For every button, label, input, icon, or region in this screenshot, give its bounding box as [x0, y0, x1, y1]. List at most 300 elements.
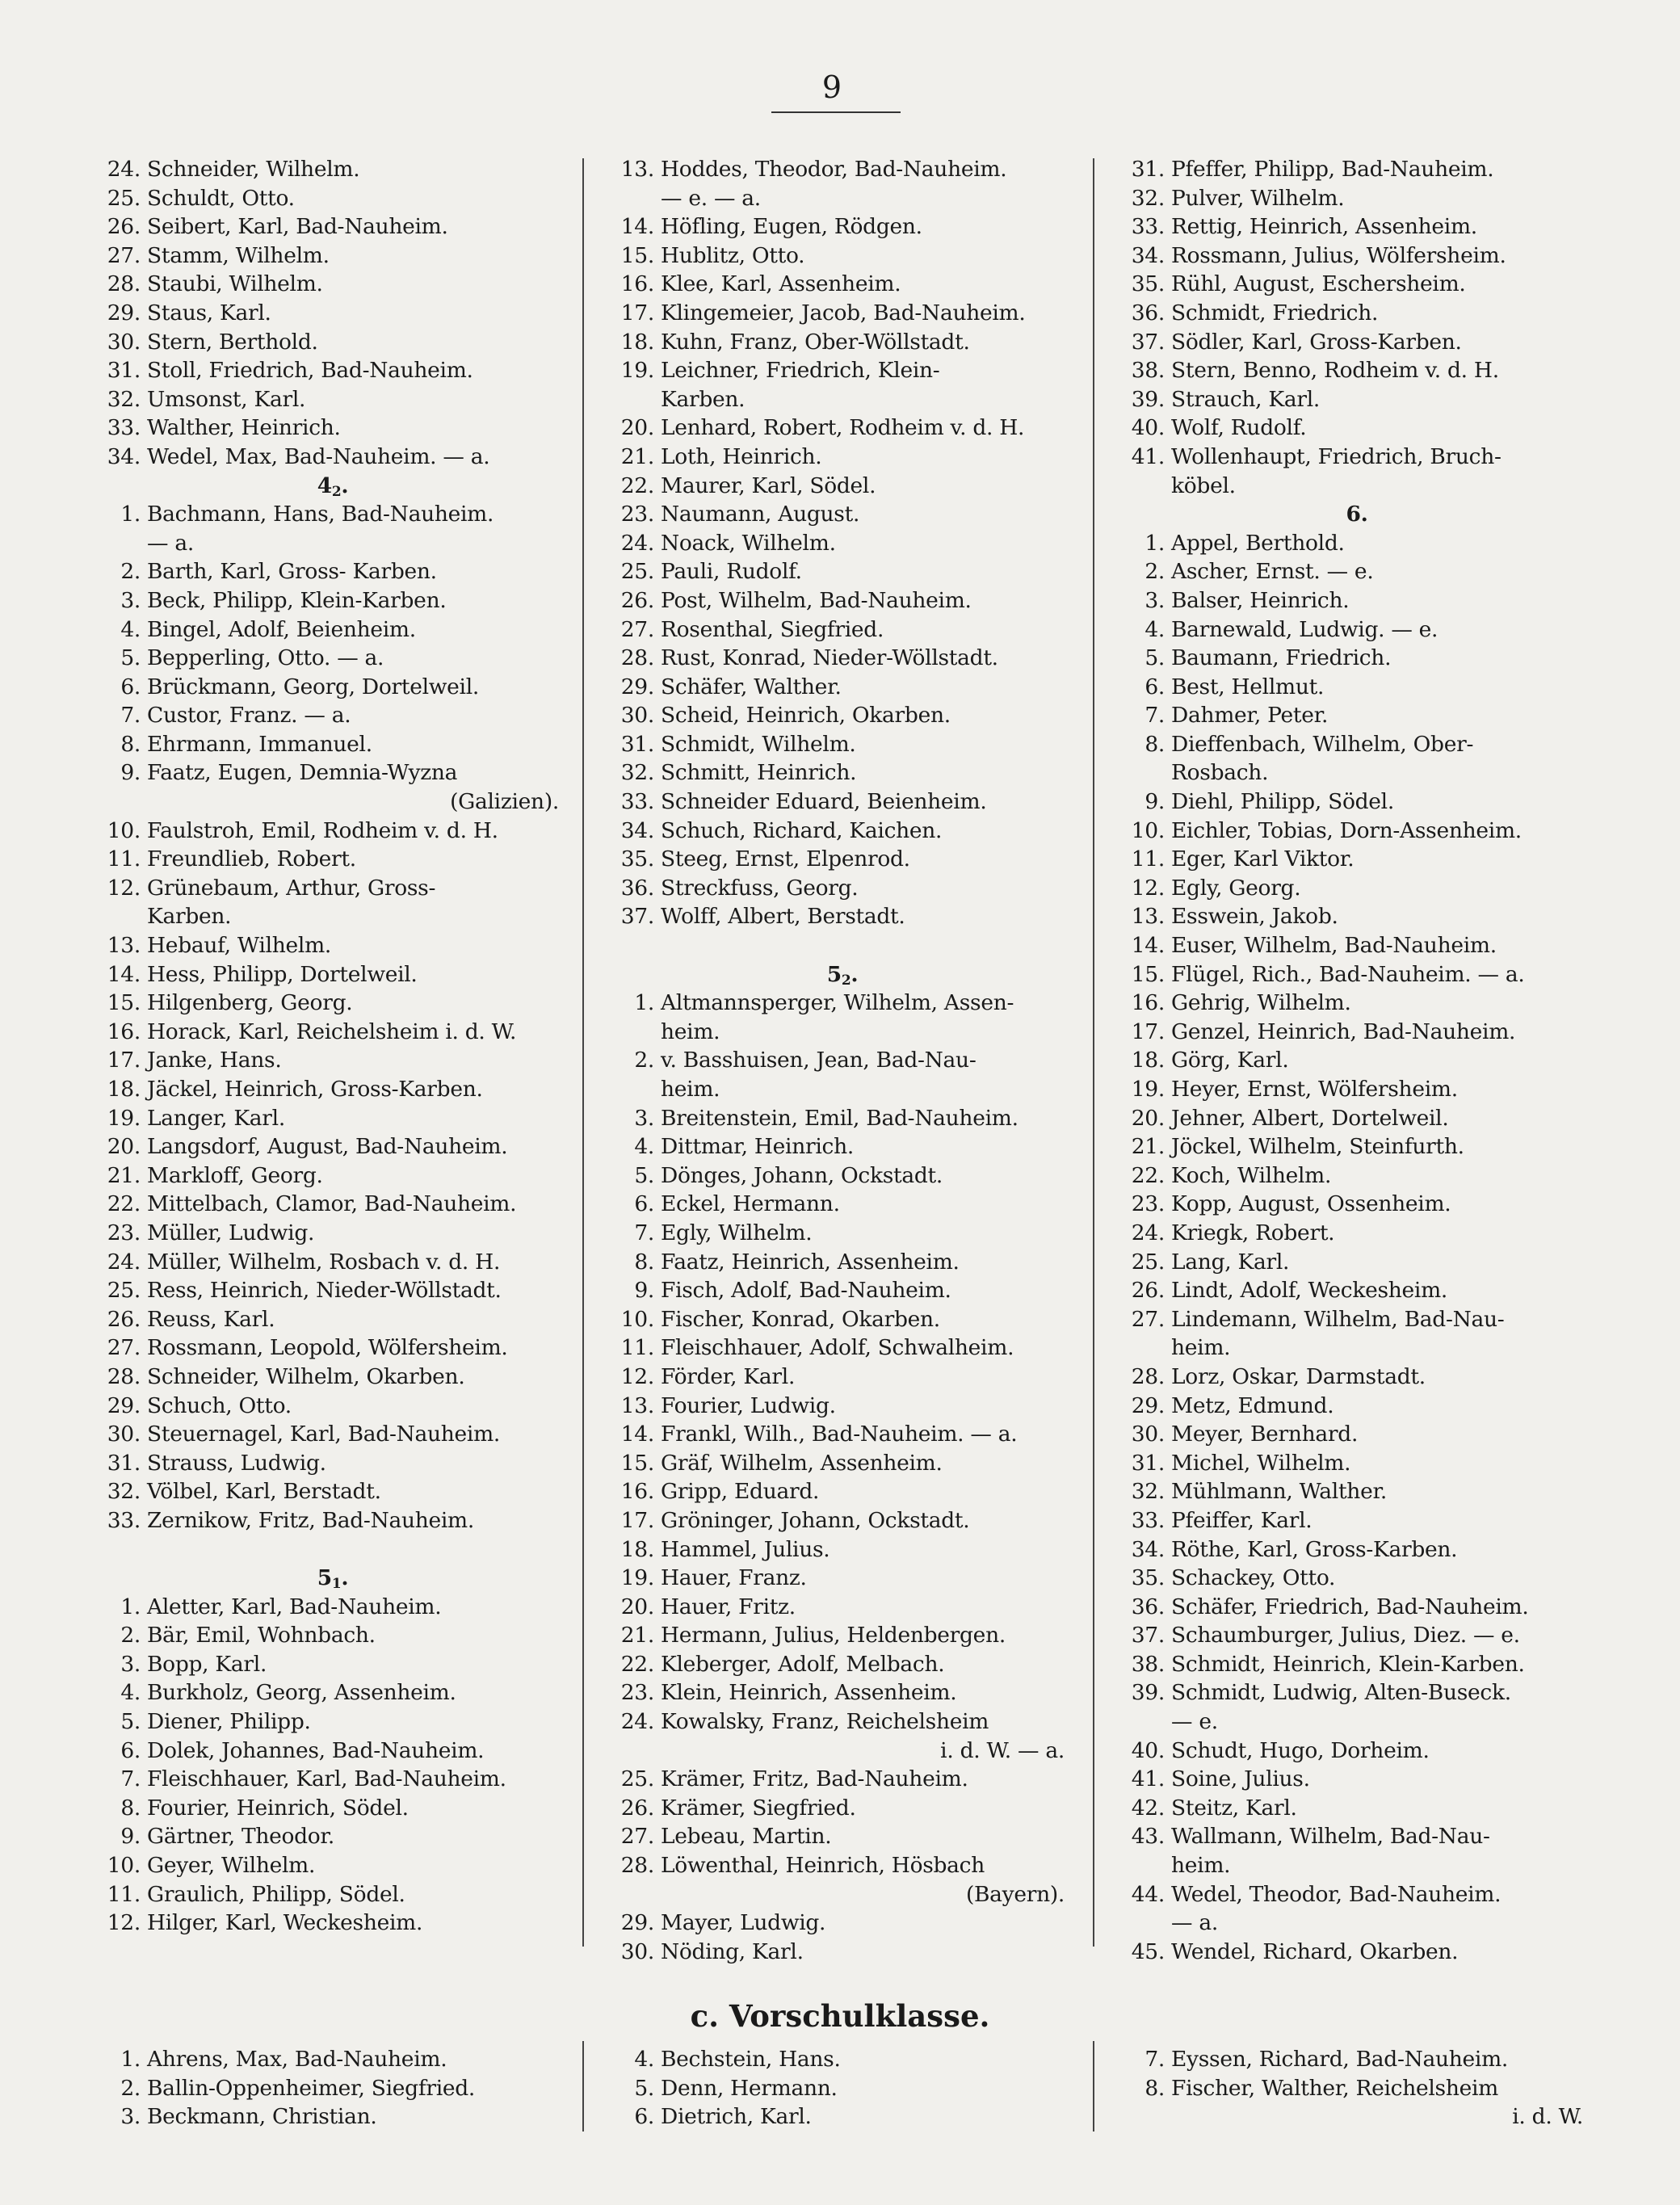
list-item	[99, 1737, 567, 1766]
list-item	[1123, 1420, 1591, 1449]
entry-number: 27.	[107, 1335, 141, 1361]
entry-name: Wedel, Theodor, Bad-Nauheim.	[1171, 1881, 1502, 1907]
entry-number: 33.	[1131, 1507, 1165, 1533]
list-item	[99, 1305, 567, 1334]
list-item	[99, 212, 567, 242]
entry-number: 22.	[107, 1191, 141, 1217]
entry-number: 9.	[120, 1824, 141, 1850]
entry-number: 20.	[620, 415, 654, 441]
entry-number: 24.	[620, 1709, 654, 1735]
entry-name: Langer, Karl.	[147, 1105, 285, 1131]
entry-number: 22.	[1131, 1162, 1165, 1188]
list-item	[1123, 1678, 1591, 1707]
entry-name: Pauli, Rudolf.	[661, 559, 802, 585]
entry-number: 3.	[634, 1105, 654, 1131]
list-item	[99, 644, 567, 673]
entry-name: Umsonst, Karl.	[147, 386, 306, 412]
student-list-column-1	[99, 155, 567, 1938]
list-item	[99, 1794, 567, 1823]
entry-name: Löwenthal, Heinrich, Hösbach	[661, 1853, 985, 1879]
list-item	[99, 500, 567, 529]
list-item	[99, 1420, 567, 1449]
entry-continuation: Karben.	[147, 904, 232, 930]
entry-number: 16.	[107, 1018, 141, 1044]
entry-name: v. Basshuisen, Jean, Bad-Nau-	[661, 1048, 976, 1073]
entry-number: 30.	[107, 1422, 141, 1447]
list-item	[1123, 701, 1591, 730]
entry-number: 11.	[107, 846, 141, 872]
entry-name: Jehner, Albert, Dortelweil.	[1171, 1105, 1449, 1131]
entry-name: Markloff, Georg.	[147, 1162, 323, 1188]
list-item	[612, 472, 1073, 501]
entry-number: 8.	[1144, 2075, 1165, 2101]
entry-number: 36.	[1131, 300, 1165, 326]
list-item	[612, 874, 1073, 903]
list-item	[612, 1909, 1073, 1938]
list-item	[99, 1506, 567, 1535]
list-item	[99, 242, 567, 271]
entry-name: Ascher, Ernst. — e.	[1171, 559, 1374, 585]
entry-number: 4.	[120, 616, 141, 642]
list-item	[612, 1851, 1073, 1880]
list-item	[1123, 1248, 1591, 1277]
entry-number: 24.	[107, 1249, 141, 1275]
entry-number: 26.	[620, 587, 654, 613]
entry-number: 15.	[620, 242, 654, 268]
list-item	[99, 1449, 567, 1478]
entry-continuation: i. d. W. — a.	[940, 1737, 1065, 1763]
list-item	[1123, 1018, 1591, 1047]
entry-number: 41.	[1131, 1766, 1165, 1792]
entry-name: Koch, Wilhelm.	[1171, 1162, 1332, 1188]
entry-number: 36.	[1131, 1594, 1165, 1619]
entry-number: 27.	[107, 242, 141, 268]
page-number: 9	[821, 69, 842, 105]
list-item	[1123, 960, 1591, 989]
entry-number: 25.	[1131, 1249, 1165, 1275]
entry-number: 4.	[634, 2047, 654, 2072]
entry-number: 14.	[107, 961, 141, 987]
entry-name: Hilgenberg, Georg.	[147, 990, 353, 1016]
entry-number: 12.	[620, 1363, 654, 1389]
entry-name: Eger, Karl Viktor.	[1171, 846, 1354, 872]
entry-name: Mittelbach, Clamor, Bad-Nauheim.	[147, 1191, 517, 1217]
entry-name: Fourier, Ludwig.	[661, 1392, 836, 1418]
list-item	[99, 874, 567, 903]
entry-number: 13.	[1131, 904, 1165, 930]
entry-number: 31.	[107, 1450, 141, 1476]
entry-number: 21.	[1131, 1134, 1165, 1160]
list-item	[99, 385, 567, 414]
entry-continuation: heim.	[1171, 1335, 1231, 1361]
entry-continuation: heim.	[661, 1018, 720, 1044]
list-item	[99, 1018, 567, 1047]
list-item	[99, 1650, 567, 1679]
list-item	[1123, 615, 1591, 645]
list-item	[612, 1132, 1073, 1161]
entry-number: 29.	[1131, 1392, 1165, 1418]
column-divider	[582, 2041, 584, 2132]
entry-number: 28.	[620, 645, 654, 671]
entry-number: 10.	[107, 817, 141, 843]
list-item	[612, 2102, 1073, 2132]
class-heading	[99, 472, 567, 501]
entry-number: 25.	[620, 559, 654, 585]
entry-number: 3.	[120, 587, 141, 613]
list-item	[612, 989, 1073, 1018]
entry-number: 21.	[107, 1162, 141, 1188]
entry-name: Müller, Ludwig.	[147, 1220, 315, 1245]
list-item	[99, 1276, 567, 1305]
column-divider	[1093, 158, 1094, 1947]
entry-number: 20.	[107, 1134, 141, 1160]
entry-number: 10.	[107, 1853, 141, 1879]
list-item	[1123, 1794, 1591, 1823]
list-item	[1123, 1765, 1591, 1794]
list-item	[612, 1794, 1073, 1823]
list-item	[1123, 557, 1591, 586]
entry-number: 17.	[620, 1507, 654, 1533]
entry-name: Mühlmann, Walther.	[1171, 1479, 1388, 1505]
list-item	[612, 1305, 1073, 1334]
entry-number: 26.	[107, 214, 141, 240]
list-item	[99, 1909, 567, 1938]
entry-continuation: köbel.	[1171, 472, 1236, 498]
list-item	[1123, 1161, 1591, 1191]
entry-number: 32.	[620, 760, 654, 786]
entry-name: Mayer, Ludwig.	[661, 1910, 826, 1936]
list-item	[99, 989, 567, 1018]
list-item	[99, 1334, 567, 1363]
list-item	[1123, 1449, 1591, 1478]
vorschulklasse-column-1	[99, 2045, 567, 2132]
list-item	[612, 242, 1073, 271]
entry-name: Lenhard, Robert, Rodheim v. d. H.	[661, 415, 1025, 441]
list-item	[1123, 328, 1591, 357]
entry-number: 36.	[620, 875, 654, 901]
entry-name: Schäfer, Friedrich, Bad-Nauheim.	[1171, 1594, 1529, 1619]
list-item	[1123, 1938, 1591, 1967]
list-item	[99, 1104, 567, 1133]
list-item	[99, 1132, 567, 1161]
list-item	[99, 1046, 567, 1075]
entry-number: 6.	[634, 1191, 654, 1217]
entry-name: Röthe, Karl, Gross-Karben.	[1171, 1536, 1458, 1562]
class-period: .	[850, 961, 859, 987]
entry-name: Staus, Karl.	[147, 300, 271, 326]
entry-number: 27.	[1131, 1306, 1165, 1332]
entry-name: Hilger, Karl, Weckesheim.	[147, 1910, 423, 1936]
entry-name: Langsdorf, August, Bad-Nauheim.	[147, 1134, 508, 1160]
entry-name: Hammel, Julius.	[661, 1536, 830, 1562]
entry-number: 3.	[120, 1651, 141, 1677]
list-item	[1123, 1132, 1591, 1161]
entry-name: Aletter, Karl, Bad-Nauheim.	[147, 1594, 442, 1619]
list-item	[1123, 1046, 1591, 1075]
class-period: .	[341, 1565, 349, 1591]
list-item	[612, 586, 1073, 615]
list-item	[99, 184, 567, 213]
entry-number: 5.	[120, 645, 141, 671]
entry-name: Ress, Heinrich, Nieder-Wöllstadt.	[147, 1278, 502, 1304]
list-item	[1123, 644, 1591, 673]
entry-name: Ehrmann, Immanuel.	[147, 731, 372, 757]
entry-name: Noack, Wilhelm.	[661, 530, 836, 556]
entry-name: Beck, Philipp, Klein-Karben.	[147, 587, 447, 613]
entry-number: 38.	[1131, 1651, 1165, 1677]
entry-continuation: — a.	[147, 530, 194, 556]
list-item	[1123, 1190, 1591, 1219]
entry-number: 25.	[107, 185, 141, 211]
entry-number: 34.	[620, 817, 654, 843]
entry-name: Appel, Berthold.	[1171, 530, 1345, 556]
entry-number: 16.	[1131, 990, 1165, 1016]
list-item	[612, 788, 1073, 817]
entry-name: Dahmer, Peter.	[1171, 703, 1329, 729]
entry-number: 6.	[634, 2104, 654, 2130]
list-item	[612, 1392, 1073, 1421]
list-item	[1123, 1535, 1591, 1564]
entry-number: 9.	[1144, 789, 1165, 815]
entry-number: 9.	[634, 1278, 654, 1304]
list-item	[1123, 1104, 1591, 1133]
list-item	[612, 1593, 1073, 1622]
entry-number: 35.	[620, 846, 654, 872]
list-item	[99, 931, 567, 960]
list-item	[1123, 788, 1591, 817]
entry-name: Schäfer, Walther.	[661, 674, 842, 699]
list-item	[612, 443, 1073, 472]
entry-number: 24.	[620, 530, 654, 556]
list-item	[1123, 1650, 1591, 1679]
list-item	[99, 443, 567, 472]
entry-number: 4.	[634, 1134, 654, 1160]
entry-name: Beckmann, Christian.	[147, 2104, 377, 2130]
entry-name: Frankl, Wilh., Bad-Nauheim. — a.	[661, 1422, 1018, 1447]
entry-continuation: heim.	[661, 1077, 720, 1102]
list-item	[1123, 673, 1591, 702]
entry-number: 5.	[634, 2075, 654, 2101]
entry-number: 19.	[1131, 1077, 1165, 1102]
entry-number: 31.	[1131, 157, 1165, 182]
list-item	[99, 960, 567, 989]
entry-name: Breitenstein, Emil, Bad-Nauheim.	[661, 1105, 1018, 1131]
list-item	[99, 1161, 567, 1191]
list-item	[1123, 184, 1591, 213]
entry-name: Fischer, Konrad, Okarben.	[661, 1306, 940, 1332]
list-item	[1123, 902, 1591, 931]
entry-name: Wolf, Rudolf.	[1171, 415, 1307, 441]
entry-number: 29.	[620, 674, 654, 699]
vorschulklasse-column-3	[1123, 2045, 1591, 2132]
entry-name: Horack, Karl, Reichelsheim i. d. W.	[147, 1018, 517, 1044]
list-item	[612, 2074, 1073, 2103]
entry-name: Meyer, Bernhard.	[1171, 1422, 1359, 1447]
entry-number: 17.	[1131, 1018, 1165, 1044]
list-item	[1123, 1305, 1591, 1334]
list-item	[612, 328, 1073, 357]
entry-name: Bechstein, Hans.	[661, 2047, 841, 2072]
entry-number: 19.	[620, 1565, 654, 1591]
entry-name: Barnewald, Ludwig. — e.	[1171, 616, 1438, 642]
entry-name: Diener, Philipp.	[147, 1709, 311, 1735]
entry-name: Dietrich, Karl.	[661, 2104, 812, 2130]
list-item	[99, 328, 567, 357]
entry-number: 26.	[620, 1795, 654, 1821]
list-item	[612, 1564, 1073, 1593]
entry-number: 10.	[620, 1306, 654, 1332]
class-number: 5	[317, 1565, 332, 1591]
list-item	[612, 1621, 1073, 1650]
student-list-column-3	[1123, 155, 1591, 1966]
entry-name: Faatz, Heinrich, Assenheim.	[661, 1249, 960, 1275]
entry-name: Stoll, Friedrich, Bad-Nauheim.	[147, 358, 473, 384]
entry-name: Steeg, Ernst, Elpenrod.	[661, 846, 910, 872]
entry-number: 26.	[1131, 1278, 1165, 1304]
entry-number: 10.	[1131, 817, 1165, 843]
list-item	[1123, 730, 1591, 759]
list-item	[612, 758, 1073, 788]
entry-name: Eckel, Hermann.	[661, 1191, 840, 1217]
entry-name: Völbel, Karl, Berstadt.	[147, 1479, 381, 1505]
entry-number: 7.	[120, 1766, 141, 1792]
class-period: .	[1360, 502, 1368, 527]
entry-number: 37.	[1131, 329, 1165, 355]
entry-name: Dönges, Johann, Ockstadt.	[661, 1162, 943, 1188]
entry-number: 19.	[107, 1105, 141, 1131]
list-item	[612, 1678, 1073, 1707]
entry-number: 15.	[620, 1450, 654, 1476]
entry-number: 22.	[620, 472, 654, 498]
spacer	[612, 931, 1073, 960]
entry-number: 39.	[1131, 386, 1165, 412]
list-item	[1123, 1564, 1591, 1593]
list-item	[612, 557, 1073, 586]
list-item	[1123, 1363, 1591, 1392]
list-item	[1123, 874, 1591, 903]
entry-name: Rust, Konrad, Nieder-Wöllstadt.	[661, 645, 998, 671]
entry-name: Bingel, Adolf, Beienheim.	[147, 616, 416, 642]
list-item	[99, 673, 567, 702]
entry-name: Bachmann, Hans, Bad-Nauheim.	[147, 502, 494, 527]
list-item	[612, 414, 1073, 443]
list-item	[1123, 212, 1591, 242]
entry-number: 12.	[1131, 875, 1165, 901]
entry-number: 3.	[120, 2104, 141, 2130]
spacer	[99, 1535, 567, 1564]
entry-number: 5.	[1144, 645, 1165, 671]
list-item	[1123, 1506, 1591, 1535]
entry-number: 40.	[1131, 1737, 1165, 1763]
entry-number: 2.	[120, 1623, 141, 1648]
entry-number: 38.	[1131, 358, 1165, 384]
entry-number: 19.	[620, 358, 654, 384]
list-item	[612, 299, 1073, 328]
list-item	[99, 1219, 567, 1248]
entry-continuation: — e. — a.	[661, 185, 761, 211]
list-item	[612, 356, 1073, 385]
entry-name: Schneider, Wilhelm, Okarben.	[147, 1363, 465, 1389]
entry-number: 35.	[1131, 271, 1165, 297]
entry-number: 33.	[1131, 214, 1165, 240]
entry-name: Hauer, Franz.	[661, 1565, 807, 1591]
vorschulklasse-column-2	[612, 2045, 1073, 2132]
entry-name: Nöding, Karl.	[661, 1938, 804, 1964]
entry-name: Rettig, Heinrich, Assenheim.	[1171, 214, 1477, 240]
entry-name: Stern, Berthold.	[147, 329, 318, 355]
entry-number: 14.	[620, 1422, 654, 1447]
entry-name: Faulstroh, Emil, Rodheim v. d. H.	[147, 817, 498, 843]
entry-name: Streckfuss, Georg.	[661, 875, 859, 901]
entry-name: Lebeau, Martin.	[661, 1824, 832, 1850]
entry-name: Wedel, Max, Bad-Nauheim. — a.	[147, 443, 490, 469]
entry-name: Klingemeier, Jacob, Bad-Nauheim.	[661, 300, 1026, 326]
entry-number: 7.	[1144, 2047, 1165, 2072]
entry-number: 33.	[107, 415, 141, 441]
entry-name: Steitz, Karl.	[1171, 1795, 1297, 1821]
entry-number: 15.	[107, 990, 141, 1016]
entry-name: Bopp, Karl.	[147, 1651, 267, 1677]
list-item	[99, 730, 567, 759]
entry-number: 9.	[120, 760, 141, 786]
entry-name: Euser, Wilhelm, Bad-Nauheim.	[1171, 933, 1497, 959]
entry-number: 39.	[1131, 1680, 1165, 1706]
list-item	[1123, 1075, 1591, 1104]
list-item	[99, 1363, 567, 1392]
student-list-column-2	[612, 155, 1073, 1966]
entry-number: 23.	[620, 502, 654, 527]
entry-number: 11.	[107, 1881, 141, 1907]
entry-number: 12.	[107, 1910, 141, 1936]
entry-name: Höfling, Eugen, Rödgen.	[661, 214, 922, 240]
list-item	[612, 1822, 1073, 1851]
entry-name: Flügel, Rich., Bad-Nauheim. — a.	[1171, 961, 1525, 987]
entry-number: 20.	[620, 1594, 654, 1619]
entry-number: 35.	[1131, 1565, 1165, 1591]
entry-name: Gräf, Wilhelm, Assenheim.	[661, 1450, 943, 1476]
entry-number: 32.	[107, 386, 141, 412]
entry-number: 20.	[1131, 1105, 1165, 1131]
class-heading	[612, 960, 1073, 989]
entry-number: 34.	[1131, 242, 1165, 268]
entry-name: Hublitz, Otto.	[661, 242, 805, 268]
list-item	[1123, 356, 1591, 385]
list-item	[99, 1477, 567, 1506]
list-item	[1123, 414, 1591, 443]
class-number: 4	[317, 472, 332, 498]
entry-name: Leichner, Friedrich, Klein-	[661, 358, 940, 384]
list-item	[1123, 1477, 1591, 1506]
entry-number: 28.	[1131, 1363, 1165, 1389]
entry-name: Rossmann, Julius, Wölfersheim.	[1171, 242, 1506, 268]
entry-name: Pfeiffer, Karl.	[1171, 1507, 1312, 1533]
list-item	[612, 1938, 1073, 1967]
entry-number: 29.	[107, 300, 141, 326]
list-item	[1123, 242, 1591, 271]
entry-name: Faatz, Eugen, Demnia-Wyzna	[147, 760, 458, 786]
entry-name: Rühl, August, Eschersheim.	[1171, 271, 1466, 297]
list-item	[99, 615, 567, 645]
entry-name: Kriegk, Robert.	[1171, 1220, 1335, 1245]
class-period: .	[341, 472, 349, 498]
entry-name: Schmidt, Ludwig, Alten-Buseck.	[1171, 1680, 1511, 1706]
entry-name: Södler, Karl, Gross-Karben.	[1171, 329, 1462, 355]
list-item	[612, 1363, 1073, 1392]
entry-continuation: — e.	[1171, 1709, 1218, 1735]
list-item	[1123, 299, 1591, 328]
entry-name: Dolek, Johannes, Bad-Nauheim.	[147, 1737, 485, 1763]
class-heading	[99, 1564, 567, 1593]
